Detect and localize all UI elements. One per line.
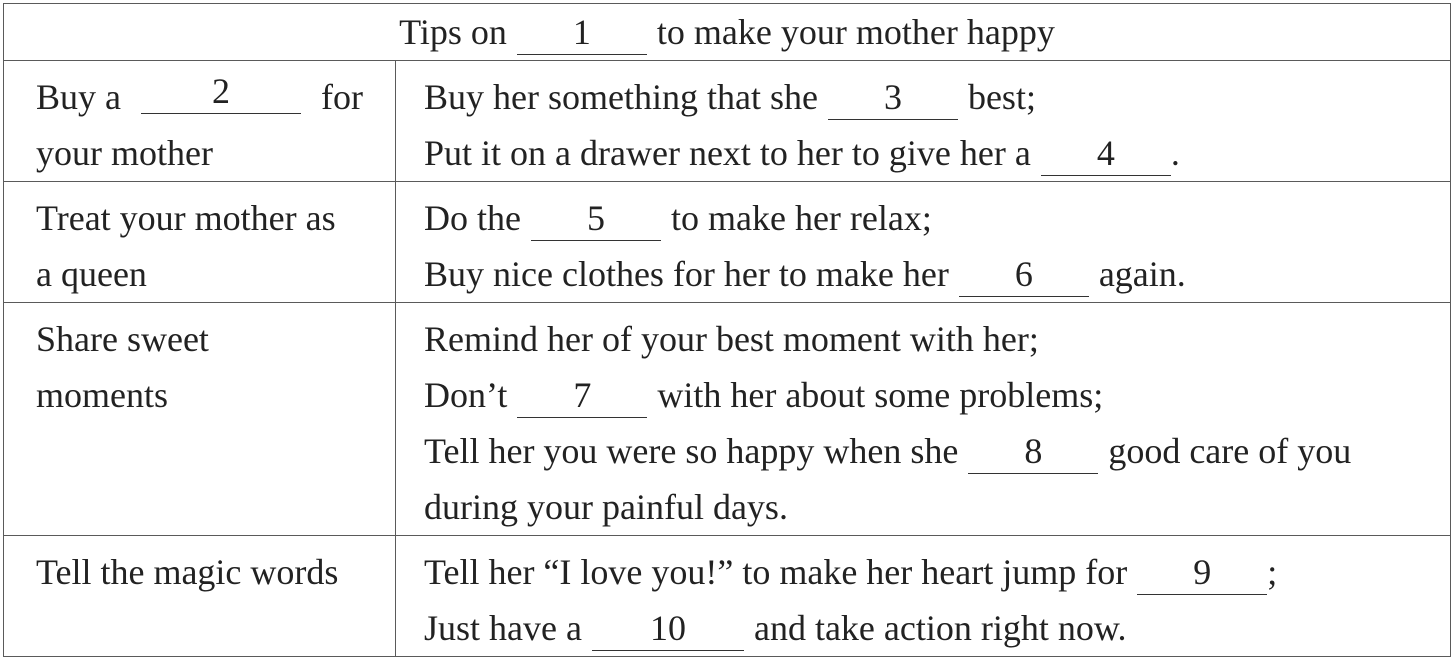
detail-text: to make her relax;	[670, 198, 932, 238]
topic-cell	[4, 61, 396, 182]
detail-text: Buy her something that she	[424, 77, 818, 117]
detail-line	[424, 190, 1422, 246]
topic-cell	[4, 303, 396, 536]
detail-cell	[396, 303, 1451, 536]
table-title	[4, 4, 1451, 61]
topic-line: Share sweet	[36, 319, 209, 359]
detail-line	[424, 125, 1422, 181]
blank-1: 1	[517, 10, 647, 55]
detail-cell	[396, 182, 1451, 303]
table-row	[4, 303, 1451, 536]
detail-cell	[396, 536, 1451, 657]
detail-line	[424, 246, 1422, 302]
topic-line: Treat your mother as	[36, 198, 336, 238]
topic-text: Buy a	[36, 77, 121, 117]
detail-text: best;	[967, 77, 1036, 117]
detail-text: Buy nice clothes for her to make her	[424, 254, 949, 294]
blank-8: 8	[968, 429, 1098, 474]
topic-cell	[4, 536, 396, 657]
title-suffix: to make your mother happy	[656, 12, 1055, 52]
blank-7: 7	[517, 373, 647, 418]
detail-text: Just have a	[424, 608, 582, 648]
topic-cell	[4, 182, 396, 303]
detail-line	[424, 367, 1422, 423]
blank-10: 10	[592, 606, 744, 651]
blank-5: 5	[531, 196, 661, 241]
blank-3: 3	[828, 75, 958, 120]
topic-line: your mother	[36, 133, 213, 173]
detail-text: and take action right now.	[753, 608, 1127, 648]
detail-line	[424, 69, 1422, 125]
detail-line: during your painful days.	[424, 487, 788, 527]
detail-text: ;	[1267, 552, 1278, 592]
table-row	[4, 61, 1451, 182]
detail-text: Tell her “I love you!” to make her heart jump for	[424, 552, 1128, 592]
blank-2: 2	[141, 69, 301, 114]
topic-text: for	[321, 77, 363, 117]
detail-text: good care of you	[1108, 431, 1352, 471]
detail-line	[424, 423, 1422, 479]
detail-line	[424, 544, 1422, 600]
blank-9: 9	[1137, 550, 1267, 595]
detail-text: Do the	[424, 198, 521, 238]
detail-text: again.	[1098, 254, 1186, 294]
table-row	[4, 182, 1451, 303]
blank-4: 4	[1041, 131, 1171, 176]
topic-line: a queen	[36, 254, 147, 294]
detail-cell	[396, 61, 1451, 182]
tips-table	[3, 3, 1451, 657]
detail-text: Put it on a drawer next to her to give her a	[424, 133, 1031, 173]
table-row	[4, 536, 1451, 657]
topic-line: Tell the magic words	[36, 552, 339, 592]
topic-line: moments	[36, 375, 168, 415]
topic-line	[36, 69, 363, 125]
detail-line: Remind her of your best moment with her;	[424, 319, 1039, 359]
detail-text: with her about some problems;	[657, 375, 1104, 415]
detail-text: Tell her you were so happy when she	[424, 431, 959, 471]
detail-text: Don’t	[424, 375, 508, 415]
blank-6: 6	[959, 252, 1089, 297]
detail-line	[424, 600, 1422, 656]
detail-text: .	[1170, 133, 1180, 173]
title-prefix: Tips on	[399, 12, 507, 52]
